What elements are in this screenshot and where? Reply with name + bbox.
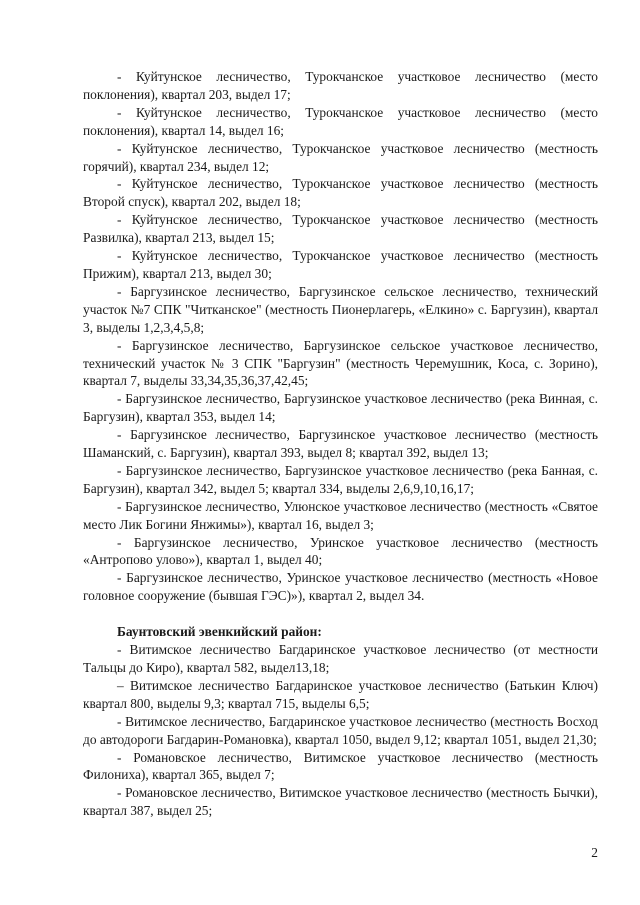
list-item: - Куйтунское лесничество, Турокчанское участковое лесничество (местность горячий), квартал 234, выдел 12; [83,140,598,174]
list-item: – Витимское лесничество Багдаринское участковое лесничество (Батькин Ключ) квартал 800, выделы 9,3; квартал 715, выделы 6,5; [83,677,598,711]
list-item: - Баргузинское лесничество, Баргузинское участковое лесничество (река Банная, с. Баргузин), квартал 342, выдел 5; квартал 334, выделы 2,6,9,10,16,17; [83,462,598,496]
list-item: - Куйтунское лесничество, Турокчанское участковое лесничество (место поклонения), квартал 14, выдел 16; [83,104,598,138]
section-bauntovsky-list [83,641,598,820]
list-item: - Куйтунское лесничество, Турокчанское участковое лесничество (местность Прижим), квартал 213, выдел 30; [83,248,598,281]
list-item: - Романовское лесничество, Витимское участковое лесничество (местность Бычки), квартал 387, выдел 25; [83,785,598,819]
list-item: - Куйтунское лесничество, Турокчанское участковое лесничество (местность Второй спуск), квартал 202, выдел 18; [83,176,598,210]
section-heading: Баунтовский эвенкийский район: [117,624,322,640]
list-item: - Баргузинское лесничество, Улюнское участковое лесничество (местность «Святое место Лик Богини Янжимы»), квартал 16, выдел 3; [83,498,598,532]
document-body [83,68,598,820]
list-item: - Баргузинское лесничество, Баргузинское участковое лесничество (река Винная, с. Баргузин), квартал 353, выдел 14; [83,391,598,425]
list-item: - Баргузинское лесничество, Баргузинское сельское участковое лесничество, технический участок № 3 СПК "Баргузин" (местность Черемушник, Коса, с. Зорино), квартал 7, выделы 33,34,35,36,37,42,45; [83,337,598,389]
list-item: - Витимское лесничество, Багдаринское участковое лесничество (местность Восход до автодороги Багдарин-Романовка), квартал 1050, выдел 9,12; квартал 1051, выдел 21,30; [83,713,598,747]
list-item: - Витимское лесничество Багдаринское участковое лесничество (от местности Тальцы до Киро), квартал 582, выдел13,18; [83,642,598,675]
list-item: - Баргузинское лесничество, Баргузинское участковое лесничество (местность Шаманский, с. Баргузин), квартал 393, выдел 8; квартал 392, выдел 13; [83,427,598,461]
list-item: - Баргузинское лесничество, Уринское участковое лесничество (местность «Новое головное сооружение (бывшая ГЭС)»), квартал 2, выдел 34. [83,570,598,604]
list-item: - Баргузинское лесничество, Баргузинское сельское лесничество, технический участок №7 СПК "Читканское" (местность Пионерлагерь, «Елкино» с. Баргузин), квартал 3, выделы 1,2,3,4,5,8; [83,283,598,335]
list-item: - Баргузинское лесничество, Уринское участковое лесничество (местность «Антропово улово»), квартал 1, выдел 40; [83,534,598,568]
list-item: - Куйтунское лесничество, Турокчанское участковое лесничество (место поклонения), квартал 203, выдел 17; [83,69,598,102]
section-barguzinsky-list [83,68,598,605]
list-item: - Романовское лесничество, Витимское участковое лесничество (местность Филониха), квартал 365, выдел 7; [83,749,598,783]
page-number: 2 [591,845,598,860]
section-gap [83,605,598,623]
list-item: - Куйтунское лесничество, Турокчанское участковое лесничество (местность Развилка), квартал 213, выдел 15; [83,212,598,246]
